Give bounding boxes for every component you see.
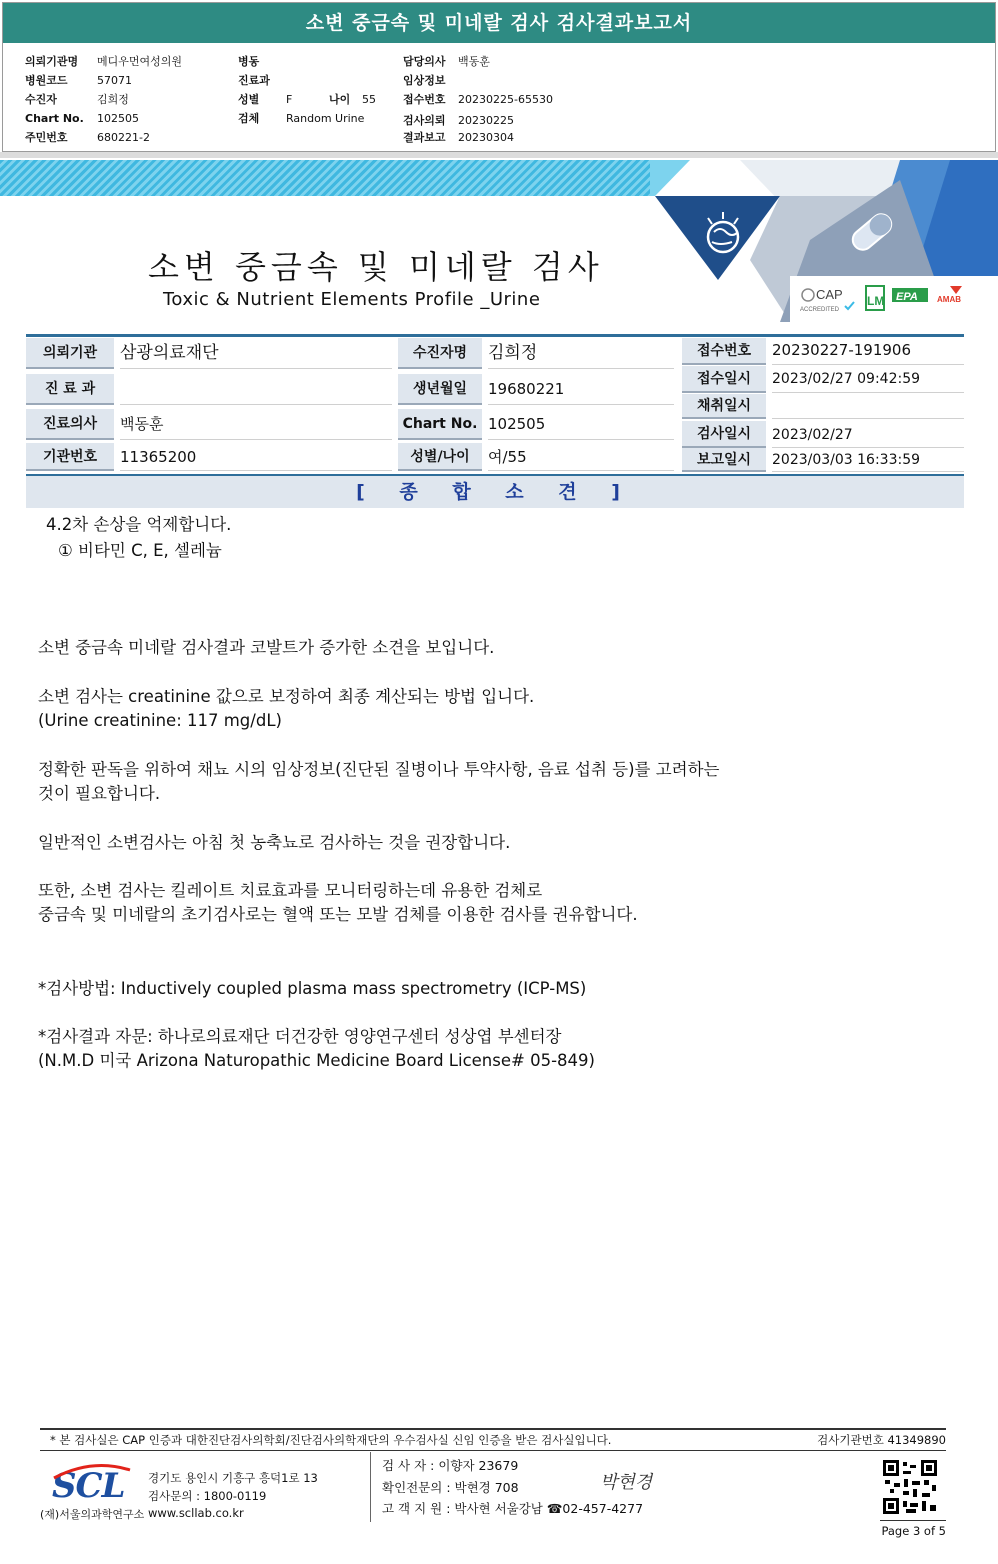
info-label: Chart No. — [398, 409, 482, 440]
field-value: 57071 — [97, 74, 132, 87]
header-field — [25, 91, 129, 107]
info-value: 19680221 — [488, 374, 674, 405]
info-value: 20230227-191906 — [772, 338, 964, 365]
banner-subtitle: Toxic & Nutrient Elements Profile _Urine — [163, 289, 541, 310]
header-field — [238, 91, 292, 107]
info-label: 의뢰기관 — [26, 338, 114, 369]
field-label: 담당의사 — [403, 55, 446, 68]
header-field — [25, 112, 139, 125]
field-value: 20230225-65530 — [458, 93, 553, 106]
cap-text: CAP — [816, 287, 843, 302]
lab-phone: 검사문의 : 1800-0119 — [148, 1489, 267, 1503]
info-value: 여/55 — [488, 443, 674, 471]
header-field — [403, 72, 458, 88]
comment-line: (N.M.D 미국 Arizona Naturopathic Medicine Board License# 05-849) — [38, 1051, 595, 1070]
comment-line: 것이 필요합니다. — [38, 784, 161, 803]
info-label: 접수번호 — [682, 338, 766, 365]
comment-line: ① 비타민 C, E, 셀레늄 — [58, 541, 222, 560]
header-field — [238, 110, 364, 126]
field-label: 수진자 — [25, 93, 57, 106]
field-label: 병원코드 — [25, 74, 68, 87]
header-field — [329, 91, 376, 107]
field-label: 검체 — [238, 112, 260, 125]
comment-line: 중금속 및 미네랄의 초기검사로는 혈액 또는 모발 검체를 이용한 검사를 권유합니다. — [38, 905, 638, 924]
header-field — [403, 129, 514, 145]
scl-logo: SCL — [52, 1466, 125, 1506]
info-value: 11365200 — [120, 443, 392, 471]
info-value: 2023/03/03 16:33:59 — [772, 448, 964, 472]
info-label: 접수일시 — [682, 366, 766, 393]
info-label: 수진자명 — [398, 338, 482, 369]
comment-line: 소변 검사는 creatinine 값으로 보정하여 최종 계산되는 방법 입니다. — [38, 687, 535, 706]
lab-website[interactable]: www.scllab.co.kr — [148, 1506, 244, 1520]
field-value: F — [286, 93, 293, 106]
lab-registration-number: 검사기관번호 41349890 — [817, 1433, 946, 1447]
info-value: 김희정 — [488, 338, 674, 369]
inspector-line: 고 객 지 원 : 박사현 서울강남 ☎02-457-4277 — [382, 1501, 644, 1516]
info-value: 삼광의료재단 — [120, 338, 392, 369]
epa-logo — [892, 288, 928, 303]
info-grid-top-border — [26, 334, 964, 337]
info-label: 기관번호 — [26, 443, 114, 471]
comment-line: 4.2차 손상을 억제합니다. — [46, 515, 232, 534]
field-label: Chart No. — [25, 112, 84, 125]
info-label: 검사일시 — [682, 421, 766, 448]
comment-line: 일반적인 소변검사는 아침 첫 농축뇨로 검사하는 것을 권장합니다. — [38, 833, 511, 852]
field-label: 성별 — [238, 93, 260, 106]
inspector-line: 검 사 자 : 이향자 23679 — [382, 1458, 519, 1473]
inspector-line: 확인전문의 : 박현경 708 — [382, 1480, 519, 1495]
section-title: [ 종 합 소 견 ] — [26, 474, 964, 508]
info-value — [772, 394, 964, 419]
info-label: 채취일시 — [682, 394, 766, 419]
header-field — [403, 53, 490, 69]
info-label: 진 료 과 — [26, 374, 114, 405]
comment-line: *검사방법: Inductively coupled plasma mass spectrometry (ICP-MS) — [38, 979, 587, 998]
info-value: 2023/02/27 — [772, 421, 964, 448]
header-field — [238, 53, 286, 69]
header-field — [238, 72, 286, 88]
header-divider — [0, 152, 998, 158]
field-value: 김희정 — [97, 93, 129, 106]
field-label: 임상정보 — [403, 74, 446, 87]
lab-address: 경기도 용인시 기흥구 흥덕1로 13 — [148, 1471, 318, 1485]
lab-name: (재)서울의과학연구소 — [40, 1508, 145, 1521]
comment-line: (Urine creatinine: 117 mg/dL) — [38, 711, 282, 730]
banner-decoration — [650, 160, 998, 322]
lm-logo — [866, 286, 884, 310]
field-label: 진료과 — [238, 74, 270, 87]
field-label: 결과보고 — [403, 131, 446, 144]
info-value: 102505 — [488, 409, 674, 440]
field-value: 102505 — [97, 112, 139, 125]
footer-mid-line — [40, 1450, 946, 1451]
qr-code-icon — [882, 1459, 938, 1515]
info-label: 진료의사 — [26, 409, 114, 440]
field-value: 55 — [362, 93, 376, 106]
scl-swoosh-icon — [52, 1462, 132, 1482]
header-field — [25, 129, 150, 145]
field-label: 주민번호 — [25, 131, 68, 144]
field-label: 검사의뢰 — [403, 114, 446, 127]
header-field — [403, 91, 553, 107]
info-value: 백동훈 — [120, 409, 392, 440]
header-field — [403, 112, 514, 128]
footer-top-line — [40, 1428, 946, 1430]
field-value: Random Urine — [286, 112, 365, 125]
field-label: 나이 — [329, 93, 351, 106]
field-value: 메디우먼여성의원 — [97, 55, 183, 68]
field-value: 20230304 — [458, 131, 514, 144]
page-number: Page 3 of 5 — [881, 1524, 946, 1538]
header-field — [25, 72, 132, 88]
comment-line: *검사결과 자문: 하나로의료재단 더건강한 영양연구센터 성상엽 부센터장 — [38, 1027, 562, 1046]
info-label: 보고일시 — [682, 448, 766, 472]
field-value: 백동훈 — [458, 55, 490, 68]
comment-line: 또한, 소변 검사는 킬레이트 치료효과를 모니터링하는데 유용한 검체로 — [38, 881, 543, 900]
cap-accredited: ACCREDITED — [800, 307, 840, 313]
page-divider — [880, 1520, 946, 1521]
info-value: 2023/02/27 09:42:59 — [772, 366, 964, 393]
field-value: 20230225 — [458, 114, 514, 127]
report-header — [2, 2, 996, 152]
field-label: 병동 — [238, 55, 260, 68]
comment-line: 소변 중금속 미네랄 검사결과 코발트가 증가한 소견을 보입니다. — [38, 638, 495, 657]
report-title: 소변 중금속 및 미네랄 검사 검사결과보고서 — [3, 3, 995, 43]
lm-text: LM — [867, 294, 885, 308]
field-label: 접수번호 — [403, 93, 446, 106]
amab-text: AMAB — [937, 295, 961, 304]
comment-line: 정확한 판독을 위하여 채뇨 시의 임상정보(진단된 질병이나 투약사항, 음료 섭취 등)를 고려하는 — [38, 760, 720, 779]
footer-note: * 본 검사실은 CAP 인증과 대한진단검사의학회/진단검사의학재단의 우수검사실 신임 인증을 받은 검사실입니다. — [50, 1433, 612, 1447]
epa-text: EPA — [896, 291, 918, 303]
info-label: 생년월일 — [398, 374, 482, 405]
field-label: 의뢰기관명 — [25, 55, 79, 68]
field-value: 680221-2 — [97, 131, 150, 144]
header-field — [25, 53, 182, 69]
header-fields — [3, 43, 995, 151]
banner-title: 소변 중금속 및 미네랄 검사 — [148, 248, 604, 286]
info-label: 성별/나이 — [398, 443, 482, 471]
signature: 박현경 — [600, 1472, 653, 1493]
info-value — [120, 374, 392, 405]
